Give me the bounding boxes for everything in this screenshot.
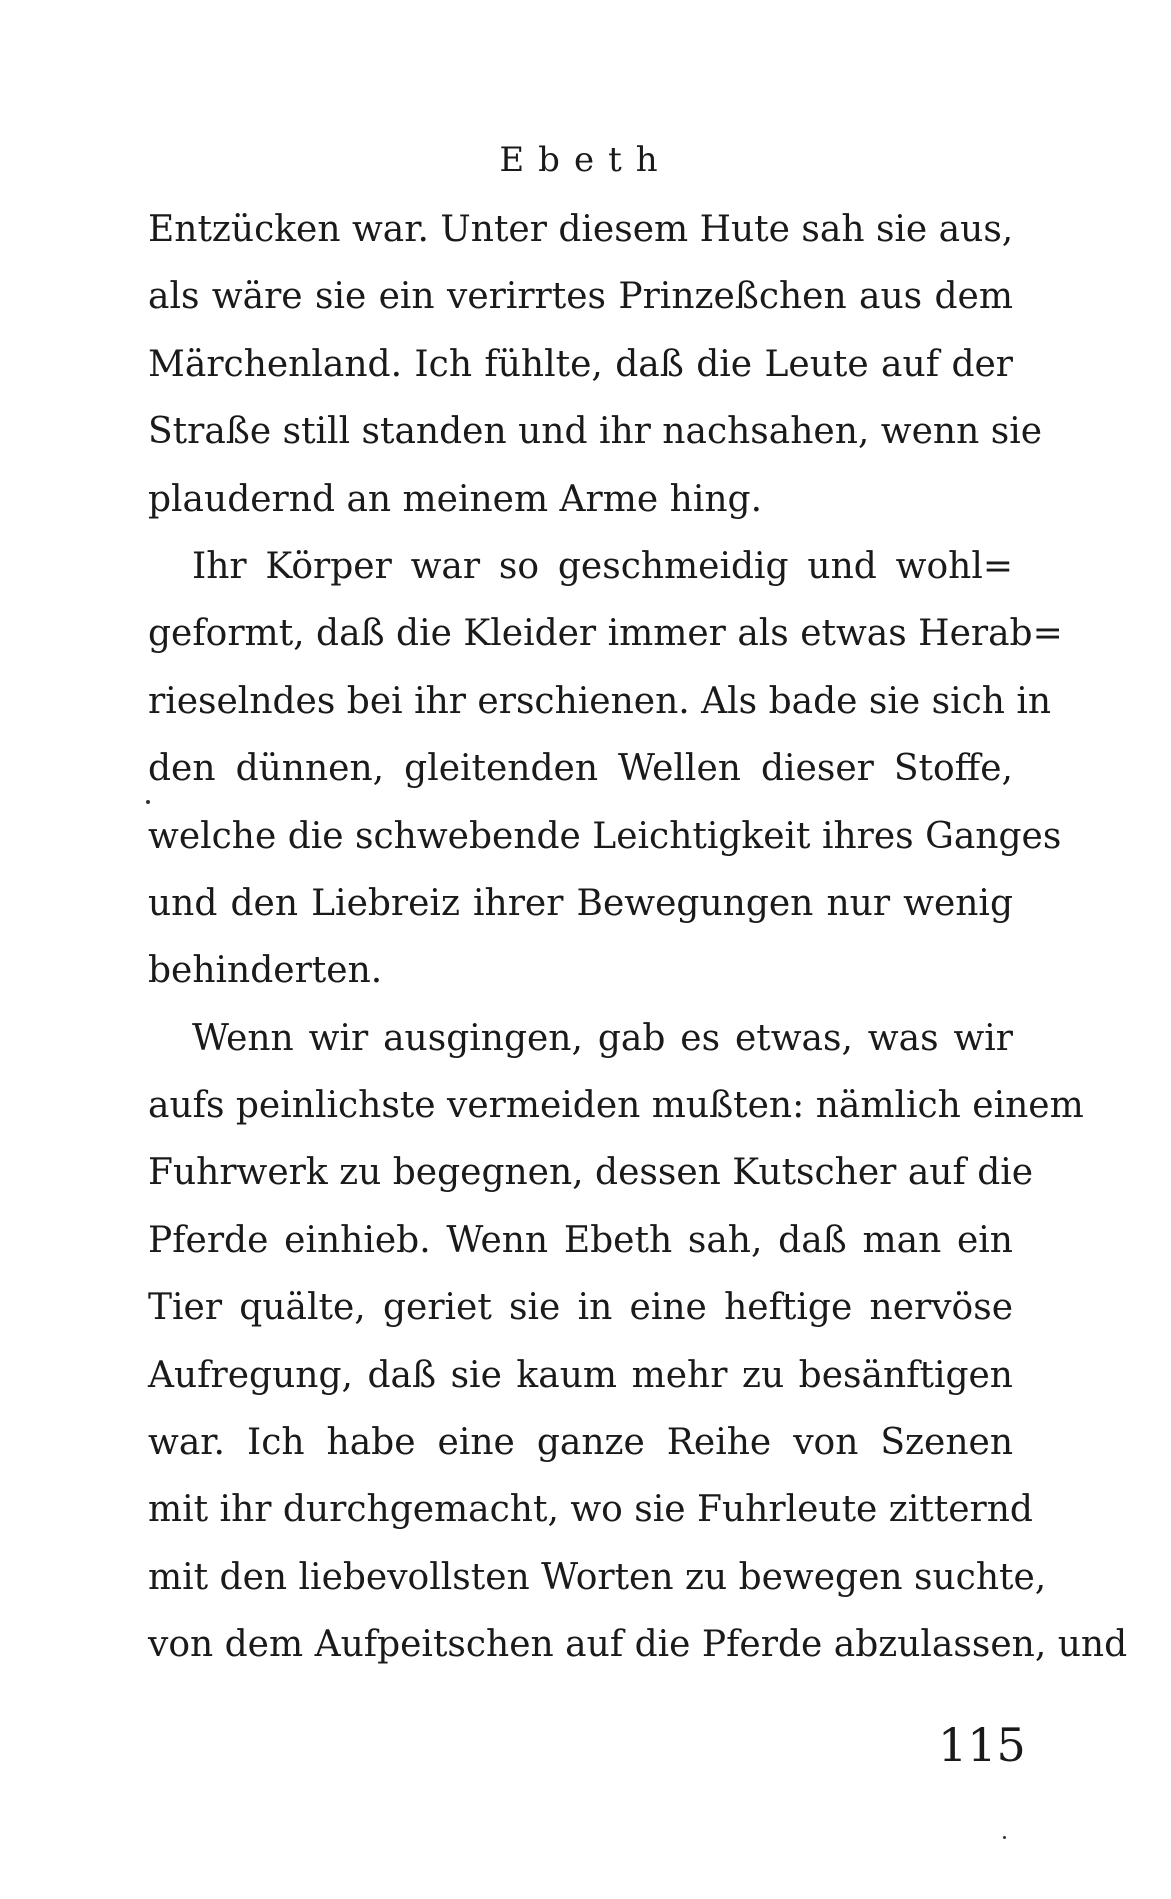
text-line: mit den liebevollsten Worten zu bewegen suchte, [148,1556,1047,1598]
text-line: von dem Aufpeitschen auf die Pferde abzulassen, und [148,1624,1128,1666]
text-line: Aufregung, daß sie kaum mehr zu besänftigen [148,1354,1013,1396]
text-line: welche die schwebende Leichtigkeit ihres Ganges [148,815,1062,857]
ink-speck [146,800,150,804]
text-line: den dünnen, gleitenden Wellen dieser Stoffe, [148,748,1013,790]
text-line: als wäre sie ein verirrtes Prinzeßchen aus dem [148,276,1013,318]
text-line: aufs peinlichste vermeiden mußten: nämlich einem [148,1085,1084,1127]
text-line: plaudernd an meinem Arme hing. [148,478,763,520]
text-line: Wenn wir ausgingen, gab es etwas, was wir [192,1017,1013,1059]
text-line: rieselndes bei ihr erschienen. Als bade sie sich in [148,680,1052,722]
text-line: Pferde einhieb. Wenn Ebeth sah, daß man ein [148,1219,1013,1261]
text-line: Fuhrwerk zu begegnen, dessen Kutscher auf die [148,1152,1034,1194]
text-line: Ihr Körper war so geschmeidig und wohl= [192,545,1013,587]
text-line: und den Liebreiz ihrer Bewegungen nur wenig [148,882,1013,924]
text-line: Tier quälte, geriet sie in eine heftige nervöse [148,1287,1013,1329]
text-line: war. Ich habe eine ganze Reihe von Szenen [148,1422,1013,1464]
body-text [148,196,1128,1679]
text-line: behinderten. [148,950,383,992]
text-line: geformt, daß die Kleider immer als etwas Herab= [148,613,1063,655]
running-head: Ebeth [499,140,672,180]
text-line: Entzücken war. Unter diesem Hute sah sie aus, [148,209,1014,250]
ink-speck [1003,1836,1006,1839]
text-line: mit ihr durchgemacht, wo sie Fuhrleute zitternd [148,1489,1033,1531]
text-line: Märchenland. Ich fühlte, daß die Leute auf der [148,343,1013,385]
page-number: 115 [938,1718,1026,1772]
text-line: Straße still standen und ihr nachsahen, wenn sie [148,411,1043,453]
